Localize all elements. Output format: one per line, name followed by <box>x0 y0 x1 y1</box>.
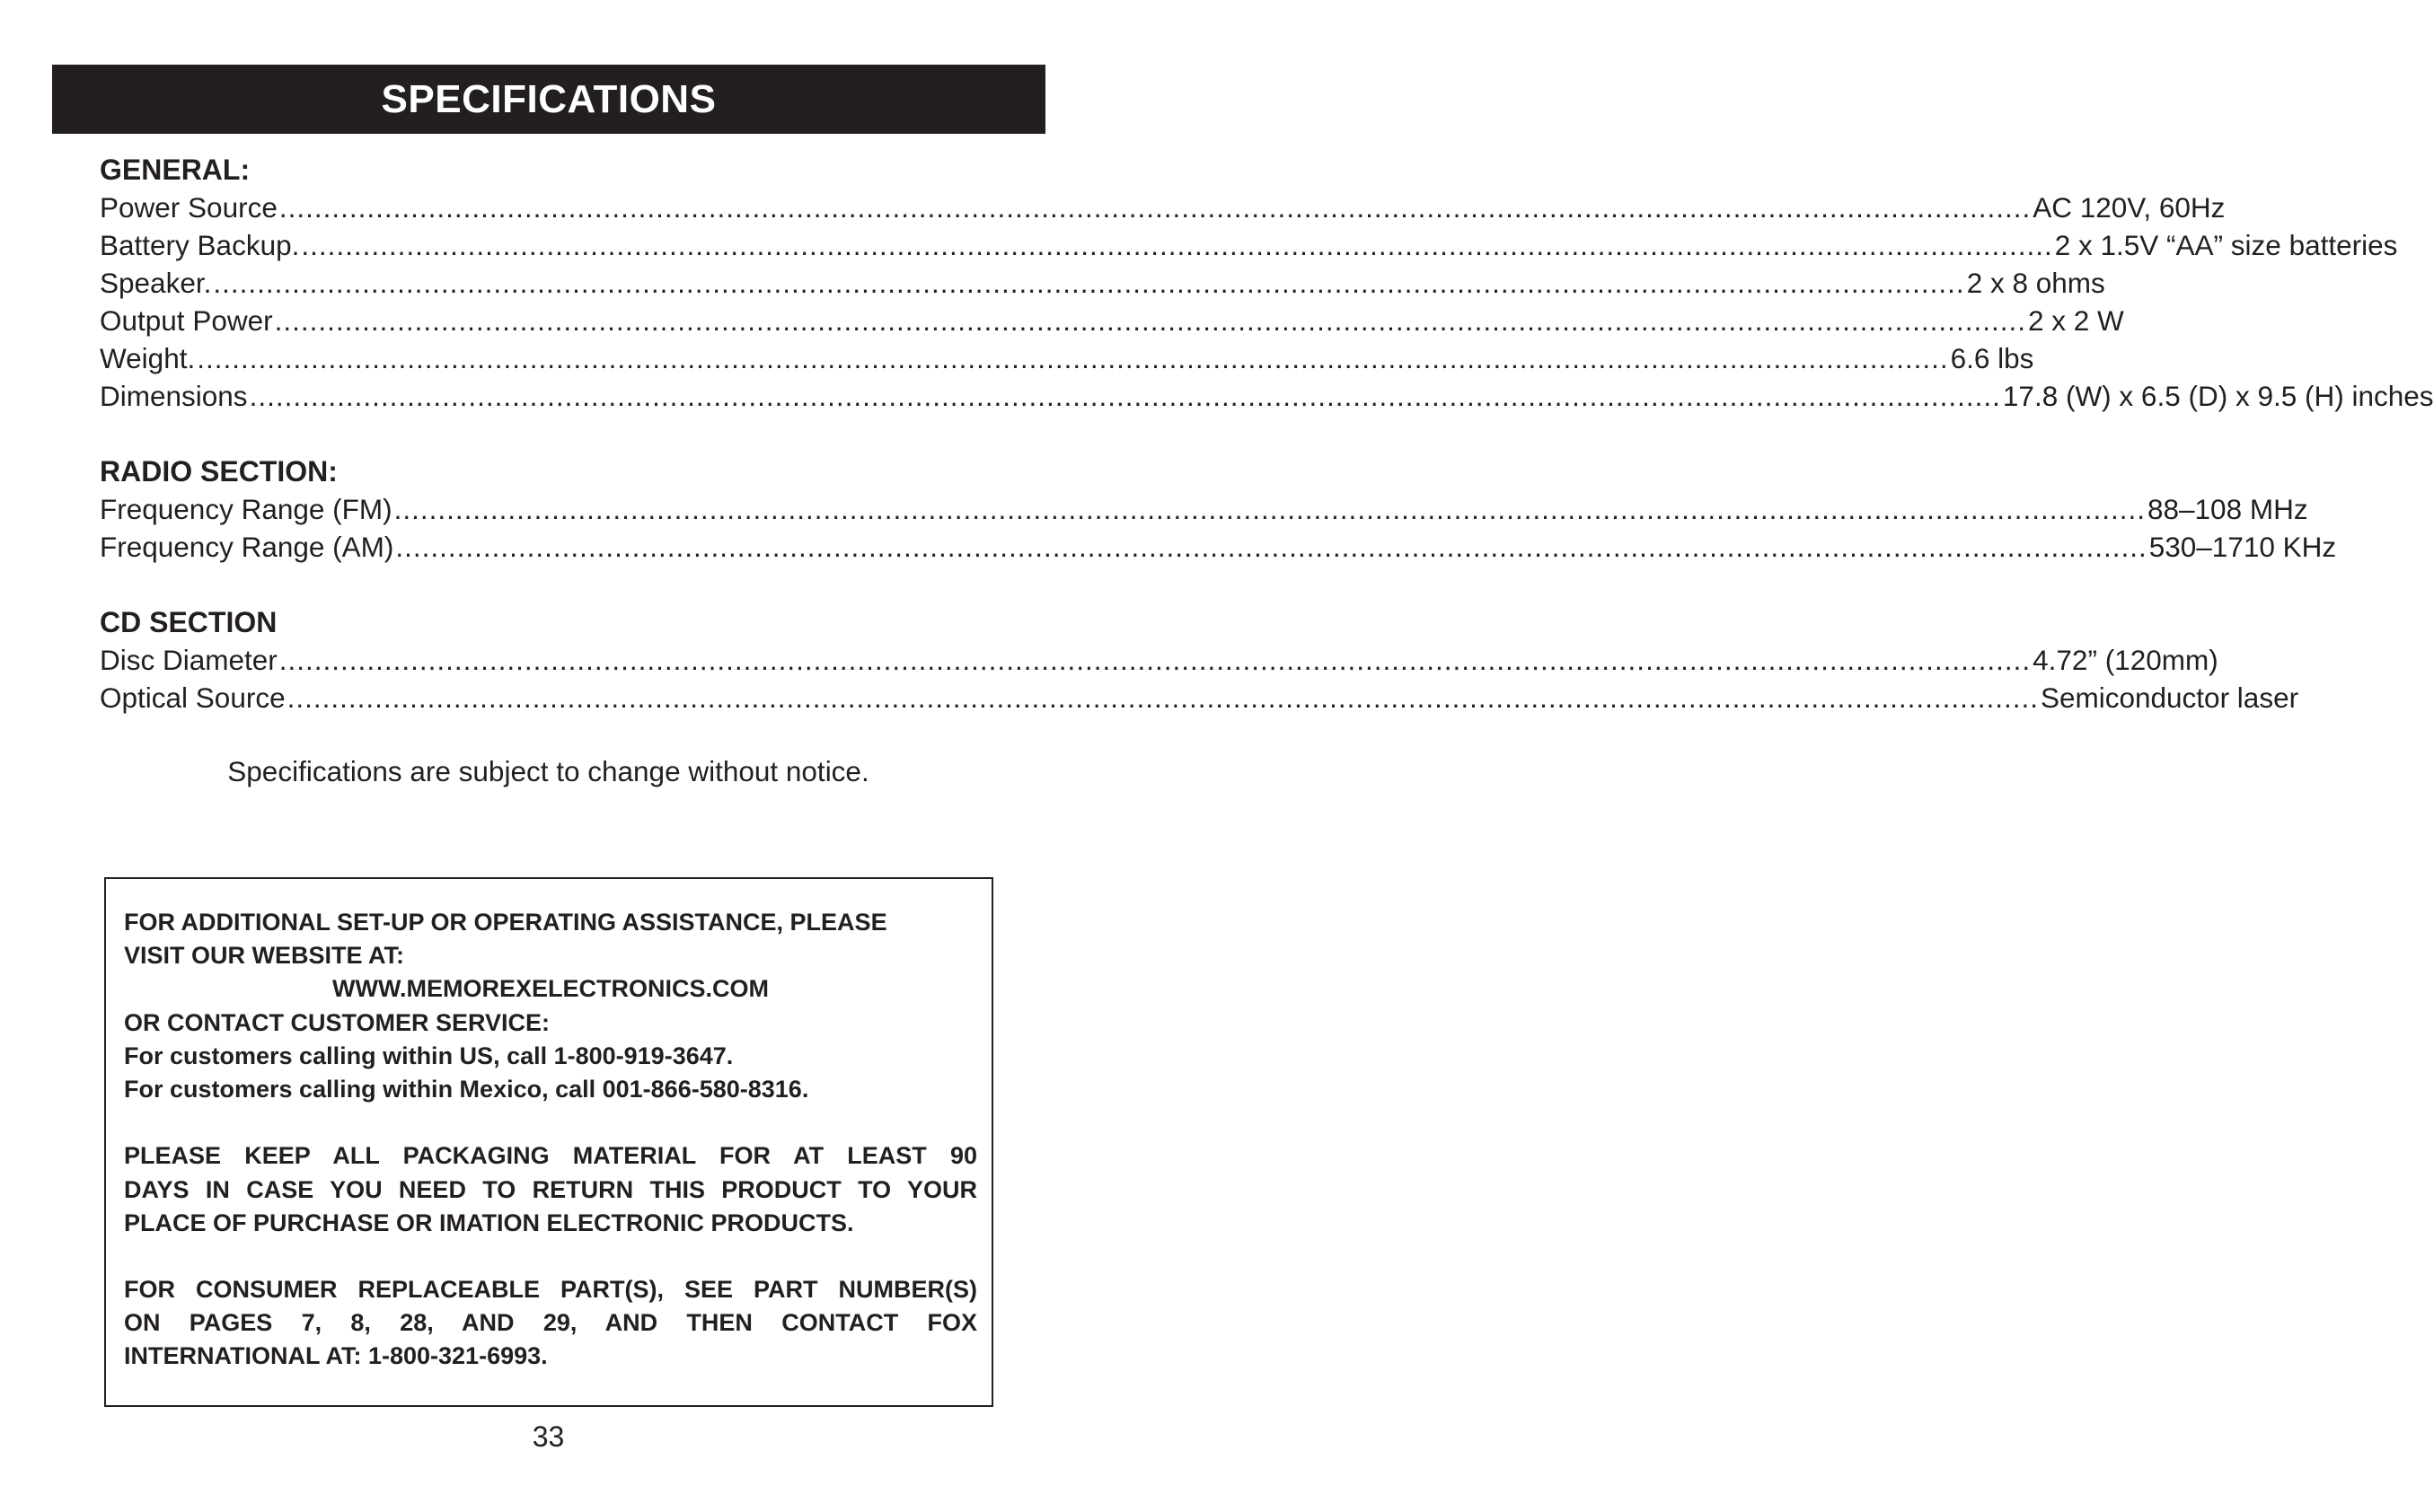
spec-label: Output Power <box>100 304 273 337</box>
general-rows <box>100 189 2434 415</box>
spec-label: Frequency Range (AM) <box>100 531 394 563</box>
spec-row-disc-diameter <box>100 641 2218 679</box>
section-spacer <box>100 566 982 603</box>
spec-value: 2 x 8 ohms <box>1966 267 2105 299</box>
parts-line: INTERNATIONAL AT: 1-800-321-6993. <box>124 1342 548 1370</box>
leader-dots: ........................................................................................................................................................................................................ <box>197 342 1949 374</box>
leader-dots: ........................................................................................................................................................................................................ <box>287 681 2039 714</box>
specifications-list <box>100 151 2434 716</box>
spec-value: 88–108 MHz <box>2147 493 2308 525</box>
cd-section-heading: CD SECTION <box>100 606 278 638</box>
header-bar <box>52 65 1045 134</box>
spec-row-speaker <box>100 264 2105 302</box>
page-title: SPECIFICATIONS <box>381 76 717 121</box>
cd-rows <box>100 641 2299 716</box>
leader-dots: ........................................................................................................................................................................................................ <box>274 304 2026 337</box>
spec-row-optical-source <box>100 679 2299 716</box>
page-number: 33 <box>532 1420 565 1453</box>
spec-value: 6.6 lbs <box>1950 342 2034 374</box>
contact-line: OR CONTACT CUSTOMER SERVICE: <box>124 1008 551 1036</box>
mexico-phone-line: For customers calling within Mexico, call 001-866-580-8316. <box>124 1075 809 1103</box>
spec-row-dimensions <box>100 377 2434 415</box>
spec-row-power-source <box>100 189 2226 226</box>
leader-dots: ........................................................................................................................................................................................................ <box>301 229 2053 261</box>
spec-row-battery-backup <box>100 226 2398 264</box>
spec-label: Dimensions <box>100 380 248 412</box>
leader-dots: ........................................................................................................................................................................................................ <box>278 644 2032 676</box>
spec-label: Frequency Range (FM) <box>100 493 392 525</box>
spec-value: Semiconductor laser <box>2040 681 2299 714</box>
leader-dots: ........................................................................................................................................................................................................ <box>393 493 2146 525</box>
leader-dots: ........................................................................................................................................................................................................ <box>249 380 2001 412</box>
spec-label: Optical Source <box>100 681 286 714</box>
parts-line: ON PAGES 7, 8, 28, AND 29, AND THEN CONTACT FOX <box>124 1309 977 1337</box>
assistance-line: FOR ADDITIONAL SET-UP OR OPERATING ASSISTANCE, PLEASE <box>124 909 887 936</box>
paragraph-spacer <box>124 1240 977 1273</box>
leader-dots: ........................................................................................................................................................................................................ <box>395 531 2147 563</box>
spec-value: AC 120V, 60Hz <box>2033 191 2226 224</box>
spec-label: Speaker. <box>100 267 212 299</box>
spec-label: Weight. <box>100 342 196 374</box>
section-spacer <box>100 415 982 453</box>
leader-dots: ........................................................................................................................................................................................................ <box>213 267 1965 299</box>
parts-line: FOR CONSUMER REPLACEABLE PART(S), SEE PART NUMBER(S) <box>124 1276 977 1304</box>
spec-row-fm-range <box>100 490 2308 528</box>
paragraph-spacer <box>124 1106 977 1139</box>
packaging-line: PLACE OF PURCHASE OR IMATION ELECTRONIC PRODUCTS. <box>124 1209 854 1236</box>
assistance-line: VISIT OUR WEBSITE AT: <box>124 942 405 970</box>
packaging-line: PLEASE KEEP ALL PACKAGING MATERIAL FOR AT LEAST 90 <box>124 1142 977 1170</box>
spec-value: 2 x 1.5V “AA” size batteries <box>2054 229 2398 261</box>
assistance-text <box>124 906 977 1374</box>
specifications-notice: Specifications are subject to change without notice. <box>227 755 869 787</box>
website-url: WWW.MEMOREXELECTRONICS.COM <box>332 975 769 1003</box>
spec-row-output-power <box>100 302 2124 339</box>
spec-value: 2 x 2 W <box>2027 304 2124 337</box>
radio-section-heading: RADIO SECTION: <box>100 455 338 488</box>
leader-dots: ........................................................................................................................................................................................................ <box>278 191 2032 224</box>
general-heading: GENERAL: <box>100 154 251 186</box>
spec-label: Battery Backup. <box>100 229 300 261</box>
spec-row-am-range <box>100 528 2337 566</box>
spec-label: Power Source <box>100 191 278 224</box>
spec-label: Disc Diameter <box>100 644 278 676</box>
spec-value: 530–1710 KHz <box>2148 531 2337 563</box>
spec-value: 4.72” (120mm) <box>2033 644 2218 676</box>
spec-row-weight <box>100 339 2034 377</box>
radio-rows <box>100 490 2337 566</box>
assistance-box <box>104 877 993 1407</box>
packaging-line: DAYS IN CASE YOU NEED TO RETURN THIS PRODUCT TO YOUR <box>124 1175 977 1203</box>
us-phone-line: For customers calling within US, call 1-800-919-3647. <box>124 1042 734 1069</box>
spec-value: 17.8 (W) x 6.5 (D) x 9.5 (H) inches <box>2002 380 2434 412</box>
